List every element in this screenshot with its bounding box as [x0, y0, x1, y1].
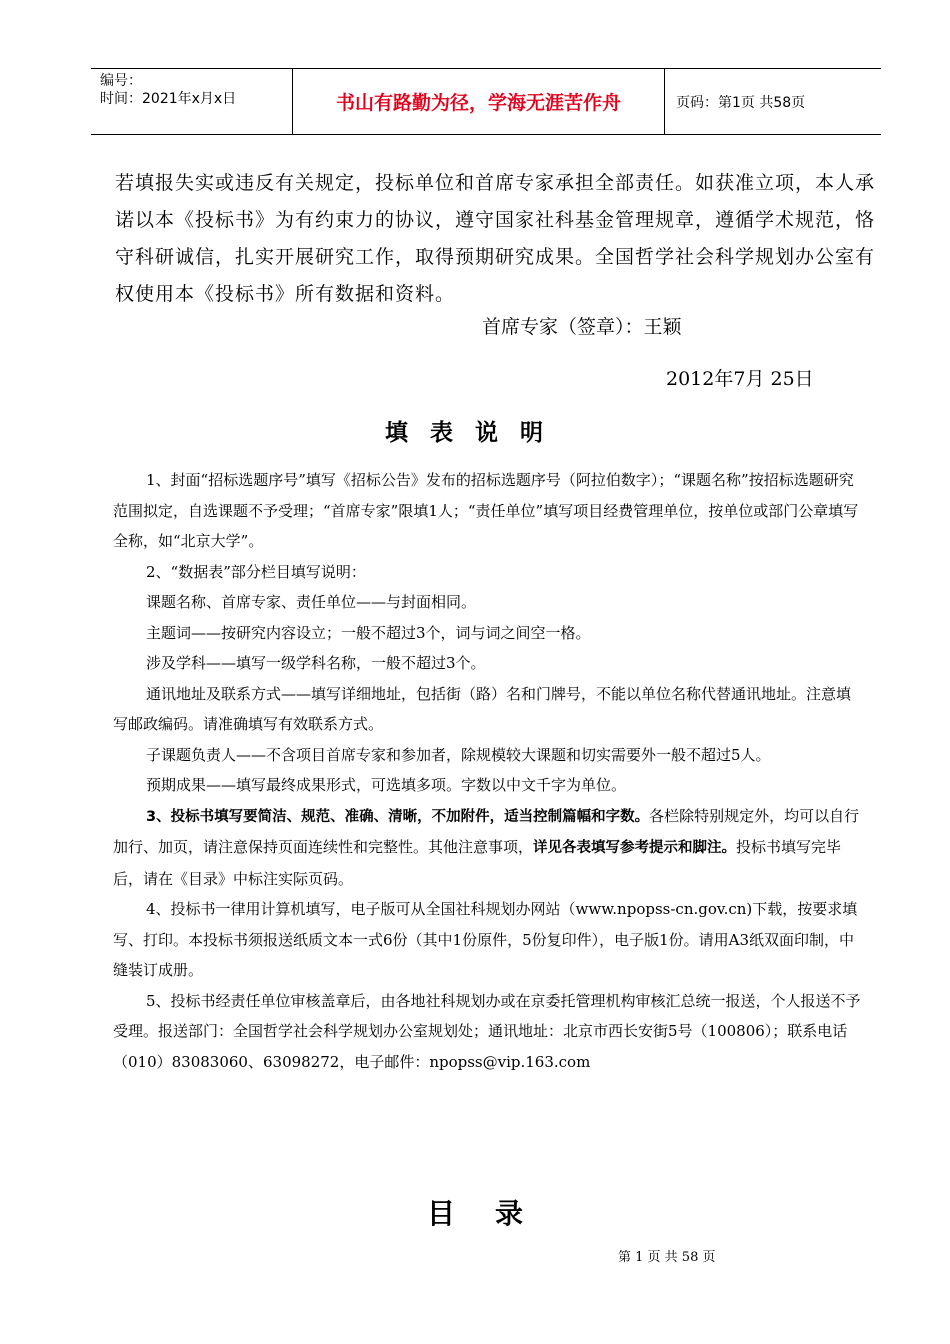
- header-time: 时间：2021年x月x日: [100, 91, 237, 107]
- header-number: 编号：: [100, 73, 142, 89]
- instruction-2-item: 子课题负责人——不含项目首席专家和参加者，除规模较大课题和切实需要外一般不超过5人。: [146, 745, 771, 764]
- instruction-2-item: 预期成果——填写最终成果形式，可选填多项。字数以中文千字为单位。: [146, 776, 627, 794]
- instruction-2-item: 课题名称、首席专家、责任单位——与封面相同。: [146, 593, 477, 611]
- header-meta: [91, 69, 293, 134]
- instruction-4: 4、投标书一律用计算机填写，电子版可从全国社科规划办网站（www.npopss-cn.gov.cn)下载，按要求填写、打印。本投标书须报送纸质文本一式6份（其中1份原件，5份复印件），电子版1份。请用A3纸双面印制，中缝装订成册。: [113, 900, 858, 979]
- instruction-2-item: 涉及学科——填写一级学科名称，一般不超过3个。: [146, 654, 486, 672]
- instruction-2-item: 主题词——按研究内容设立；一般不超过3个，词与词之间空一格。: [146, 623, 591, 642]
- instruction-3-bold: 3、投标书填写要简洁、规范、准确、清晰，不加附件，适当控制篇幅和字数。: [146, 808, 650, 825]
- instruction-2-item: 通讯地址及联系方式——填写详细地址，包括街（路）名和门牌号，不能以单位名称代替通讯地址。注意填写邮政编码。请准确填写有效联系方式。: [113, 684, 852, 733]
- instruction-3-text: 各栏除特别规定外，均可以自行加行、加页，请注意保持页面连续性和完整性。其他注意事项，: [113, 806, 860, 856]
- instruction-3-text-end: 投标书填写完毕后，请在《目录》中标注实际页码。: [113, 838, 842, 888]
- header-motto: 书山有路勤为径，学海无涯苦作舟: [293, 69, 665, 134]
- instruction-1: 1、封面“招标选题序号”填写《招标公告》发布的招标选题序号（阿拉伯数字）；“课题名称”按招标选题研究范围拟定，自选课题不予受理；“首席专家”限填1人；“责任单位”填写项目经费管理单位，按单位或部门公章填写全称，如“北京大学”。: [113, 471, 859, 550]
- signature-date: 2012年7月 25日: [666, 368, 814, 390]
- instruction-2: 2、“数据表”部分栏目填写说明：: [146, 562, 366, 581]
- instructions-title: 填表说明: [385, 420, 565, 446]
- instruction-3-bold-note: 详见各表填写参考提示和脚注。: [533, 840, 737, 856]
- instruction-3: [113, 801, 865, 895]
- page-footer: 第 1 页 共 58 页: [618, 1250, 716, 1265]
- header-page-count: 页码：第1页 共58页: [676, 94, 806, 111]
- pledge-text: 若填报失实或违反有关规定，投标单位和首席专家承担全部责任。如获准立项，本人承诺以本《投标书》为有约束力的协议，遵守国家社科基金管理规章，遵循学术规范，恪守科研诚信，扎实开展研究工作，取得预期研究成果。全国哲学社会科学规划办公室有权使用本《投标书》所有数据和资料。: [115, 172, 876, 305]
- instructions-body: [113, 465, 865, 1077]
- toc-title: 目录: [426, 1197, 563, 1230]
- page-header: [91, 68, 881, 135]
- instruction-5: 5、投标书经责任单位审核盖章后，由各地社科规划办或在京委托管理机构审核汇总统一报送，个人报送不予受理。报送部门：全国哲学社会科学规划办公室规划处；通讯地址：北京市西长安街5号（100806）；联系电话（010）83083060、63098272，电子邮件：npopss@vip.163.com: [113, 991, 861, 1071]
- signature-line: 首席专家（签章）：王颖: [482, 316, 682, 338]
